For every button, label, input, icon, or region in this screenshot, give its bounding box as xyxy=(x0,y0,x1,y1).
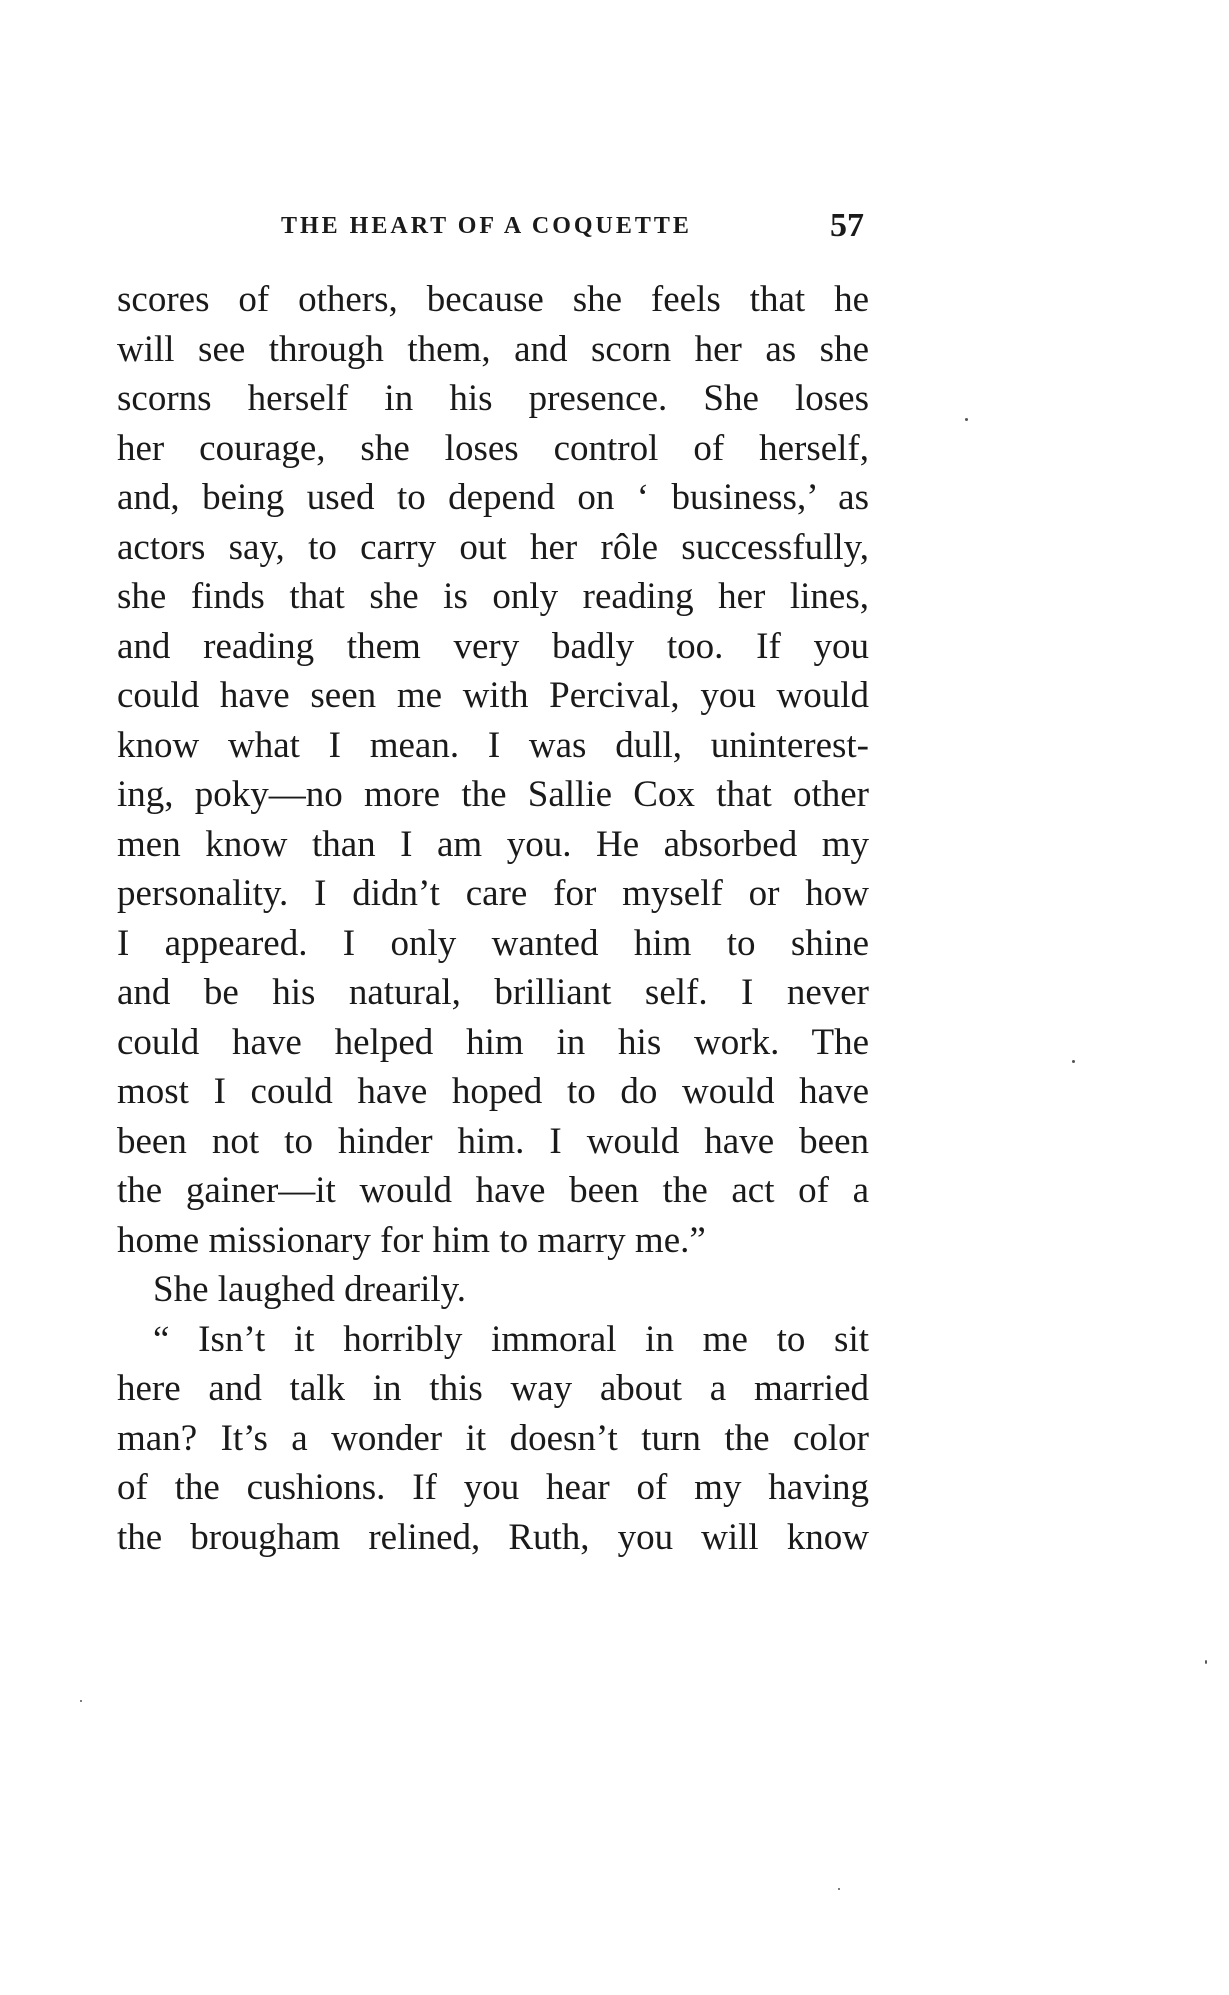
text-line: I appeared. I only wanted him to shine xyxy=(117,922,869,964)
scan-speck xyxy=(965,418,968,421)
text-line: actors say, to carry out her rôle successfully, xyxy=(117,526,869,568)
text-line: she finds that she is only reading her lines, xyxy=(117,576,869,617)
text-line: man? It’s a wonder it doesn’t turn the color xyxy=(117,1417,869,1459)
body-text xyxy=(117,275,869,1562)
scan-speck xyxy=(1205,1660,1207,1664)
text-line: her courage, she loses control of herself, xyxy=(117,427,869,469)
text-line: and, being used to depend on ‘ business,’ as xyxy=(117,477,869,518)
text-line: will see through them, and scorn her as she xyxy=(117,328,869,370)
text-line: and be his natural, brilliant self. I never xyxy=(117,972,869,1013)
text-line: could have helped him in his work. The xyxy=(117,1021,869,1063)
running-head xyxy=(118,207,868,257)
text-line: and reading them very badly too. If you xyxy=(117,625,869,667)
text-line: of the cushions. If you hear of my having xyxy=(117,1467,869,1508)
text-line: could have seen me with Percival, you would xyxy=(117,675,869,716)
page-number: 57 xyxy=(830,207,864,244)
text-line: scores of others, because she feels that he xyxy=(117,279,869,320)
scan-speck xyxy=(1072,1060,1075,1063)
text-line: scorns herself in his presence. She loses xyxy=(117,378,869,419)
text-line: men know than I am you. He absorbed my xyxy=(117,823,869,865)
text-line: the gainer—it would have been the act of a xyxy=(117,1170,869,1211)
scan-speck xyxy=(80,1700,82,1702)
text-line: been not to hinder him. I would have been xyxy=(117,1120,869,1162)
text-line: She laughed drearily. xyxy=(153,1269,467,1310)
text-line: home missionary for him to marry me.” xyxy=(117,1219,706,1261)
scan-speck xyxy=(838,1888,840,1890)
text-line: know what I mean. I was dull, uninterest- xyxy=(117,724,869,766)
text-line: here and talk in this way about a married xyxy=(117,1368,869,1409)
text-line: the brougham relined, Ruth, you will know xyxy=(117,1516,869,1558)
text-line: most I could have hoped to do would have xyxy=(117,1071,869,1112)
text-line: “ Isn’t it horribly immoral in me to sit xyxy=(153,1318,869,1360)
running-title: THE HEART OF A COQUETTE xyxy=(281,213,692,239)
text-line: personality. I didn’t care for myself or how xyxy=(117,873,869,914)
text-line: ing, poky—no more the Sallie Cox that other xyxy=(117,774,869,815)
